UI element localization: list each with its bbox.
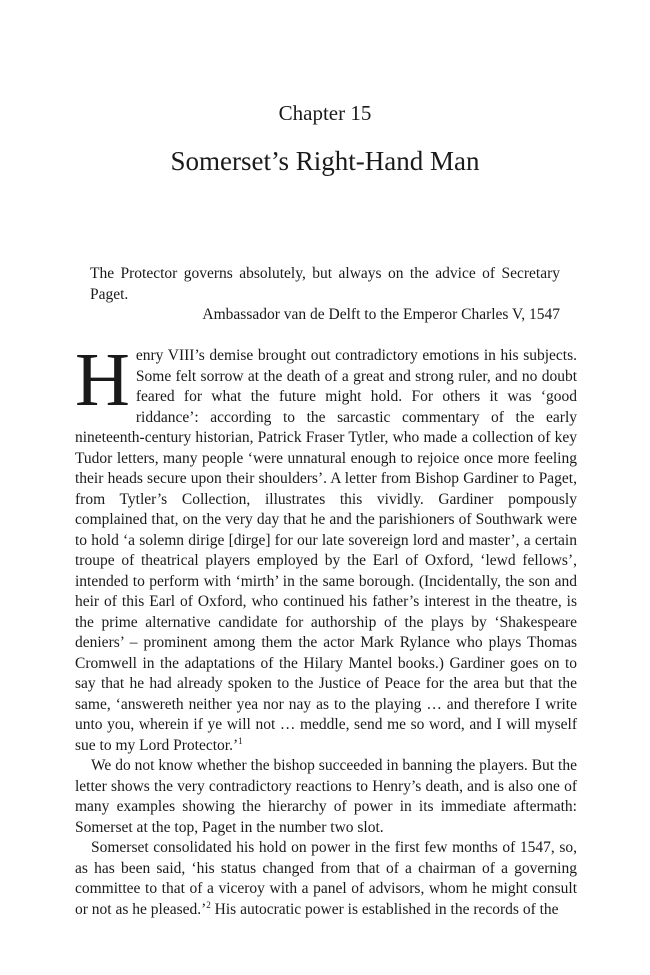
- epigraph-quote: The Protector governs absolutely, but always on the advice of Secretary Paget.: [90, 265, 560, 303]
- epigraph-attribution: Ambassador van de Delft to the Emperor Charles V, 1547: [202, 306, 560, 323]
- footnote-ref-2: 2: [206, 899, 211, 910]
- paragraph-1-text: enry VIII’s demise brought out contradictory emotions in his subjects. Some felt sorrow at the death of a great and strong ruler, and no doubt feared for what the future might hold. For others it was ‘good riddance’: according to the sarcastic commentary of the early nineteenth-century historian, Patrick Fraser Tytler, who made a collection of key Tudor letters, many people ‘were unnatural enough to rejoice once more feeling their heads secure upon their shoulders’. A letter from Bishop Gardiner to Paget, from Tytler’s Collection, illustrates this vividly. Gardiner pompously complained that, on the very day that he and the parishioners of Southwark were to hold ‘a solemn dirige [dirge] for our late sovereign lord and master’, a certain troupe of theatrical players employed by the Earl of Oxford, ‘lewd fellows’, intended to perform with ‘mirth’ in the same borough. (Incidentally, the son and heir of this Earl of Oxford, who continued his father’s interest in the theatre, is the prime alternative candidate for authorship of the plays by ‘Shakespeare deniers’ – prominent among them the actor Mark Rylance who plays Thomas Cromwell in the adaptations of the Hilary Mantel books.) Gardiner goes on to say that he had already spoken to the Justice of Peace for the area but that the same, ‘answereth neither yea nor nay as to the playing … and therefore I write unto you, wherein if ye will not … meddle, send me so word, and I will myself sue to my Lord Protector.’: [75, 347, 577, 754]
- chapter-number: Chapter 15: [278, 101, 372, 125]
- epigraph: [90, 264, 560, 326]
- paragraph-3-text-a: Somerset consolidated his hold on power in the first few months of 1547, so, as has been said, ‘his status changed from that of a chairman of a governing committee to that of a viceroy with a panel of advisors, whom he might consult or not as he pleased.’: [75, 839, 577, 918]
- chapter-title: Somerset’s Right-Hand Man: [170, 146, 480, 176]
- body-text: [75, 338, 577, 920]
- paragraph-1: [75, 338, 577, 756]
- paragraph-3: [75, 838, 577, 920]
- paragraph-2: We do not know whether the bishop succeeded in banning the players. But the letter shows the very contradictory reactions to Henry’s death, and is also one of many examples showing the hierarchy of power in its immediate aftermath: Somerset at the top, Paget in the number two slot.: [75, 757, 577, 836]
- paragraph-3-text-b: His autocratic power is established in the records of the: [210, 900, 559, 918]
- footnote-ref-1: 1: [238, 735, 243, 746]
- drop-cap: H: [75, 338, 130, 422]
